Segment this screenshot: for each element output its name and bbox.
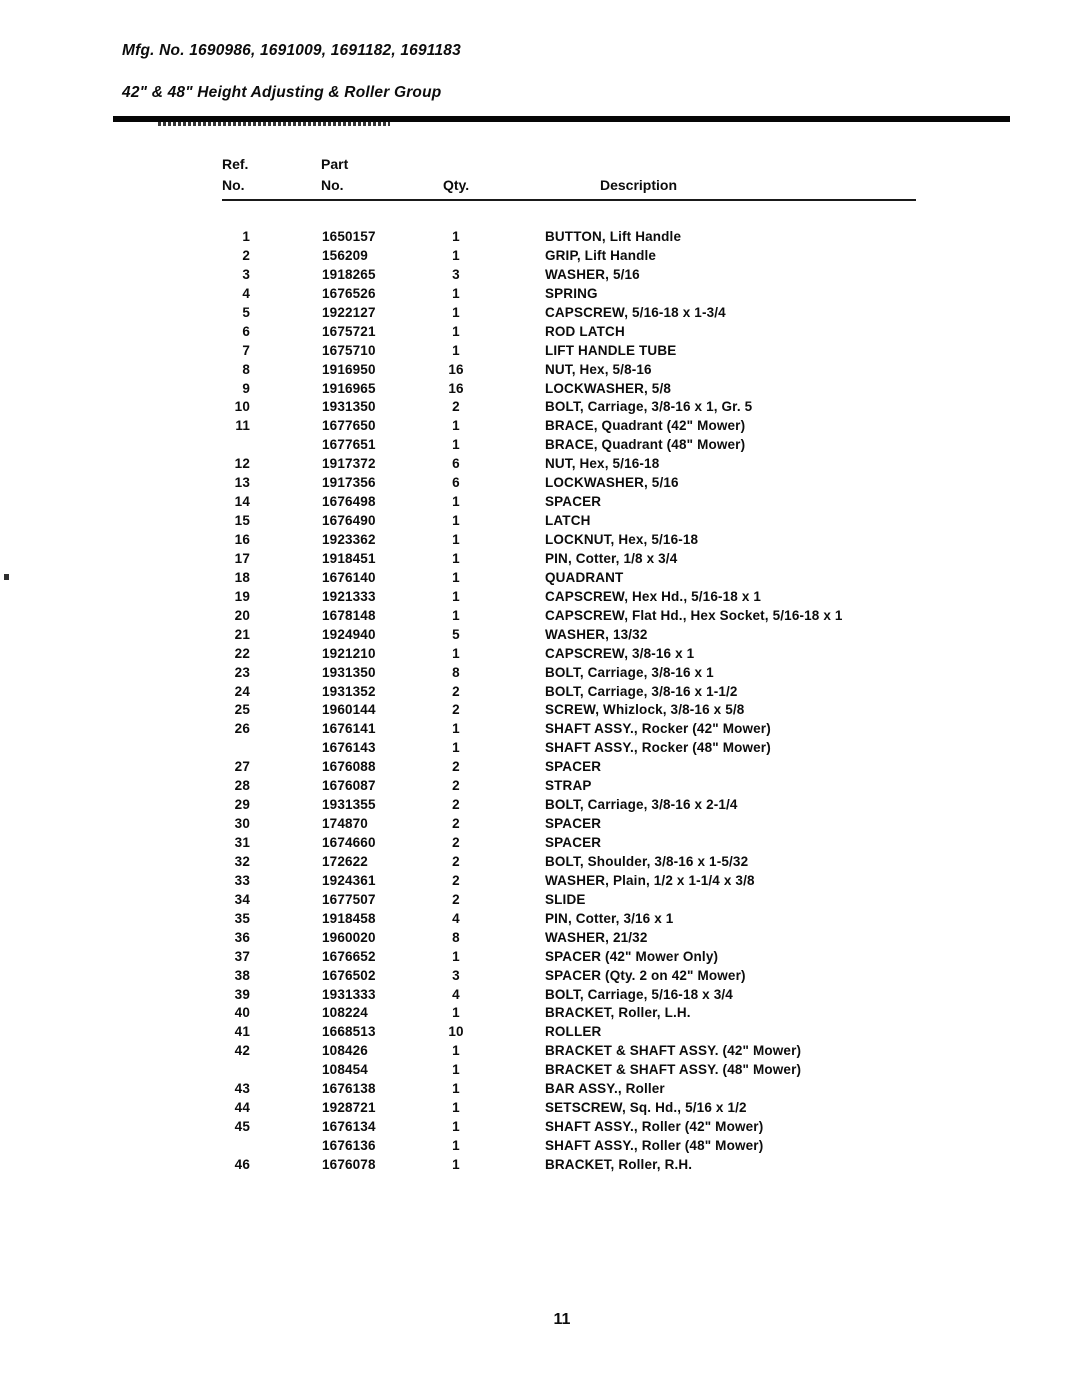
cell-desc: QUADRANT: [545, 569, 624, 585]
cell-part: 174870: [322, 816, 368, 832]
cell-desc: BAR ASSY., Roller: [545, 1081, 665, 1097]
cell-part: 1917372: [322, 456, 376, 472]
cell-qty: 1: [452, 513, 460, 529]
cell-ref: 7: [242, 342, 250, 358]
cell-qty: 1: [452, 948, 460, 964]
cell-part: 1676088: [322, 759, 376, 775]
table-row: [218, 815, 1008, 834]
table-row: [218, 664, 1008, 683]
table-row: [218, 474, 1008, 493]
cell-qty: 2: [452, 797, 460, 813]
cell-desc: BOLT, Carriage, 3/8-16 x 2-1/4: [545, 797, 738, 813]
cell-desc: LOCKWASHER, 5/16: [545, 475, 679, 491]
cell-qty: 1: [452, 342, 460, 358]
cell-ref: 25: [234, 702, 250, 718]
cell-qty: 1: [452, 740, 460, 756]
cell-desc: BOLT, Carriage, 5/16-18 x 3/4: [545, 986, 733, 1002]
cell-qty: 1: [452, 550, 460, 566]
cell-desc: WASHER, Plain, 1/2 x 1-1/4 x 3/8: [545, 872, 755, 888]
table-row: [218, 342, 1008, 361]
table-row: [218, 853, 1008, 872]
cell-part: 1923362: [322, 532, 376, 547]
cell-qty: 2: [452, 399, 460, 415]
cell-part: 1675721: [322, 323, 376, 339]
cell-part: 1676140: [322, 569, 376, 585]
cell-ref: [218, 739, 250, 758]
cell-qty: 2: [452, 759, 460, 775]
table-row: [218, 967, 1008, 986]
column-header-part-no: [321, 154, 348, 196]
cell-ref: 21: [234, 626, 250, 642]
cell-desc: SLIDE: [545, 891, 586, 907]
cell-qty: 16: [448, 361, 464, 377]
cell-desc: SHAFT ASSY., Roller (42" Mower): [545, 1119, 764, 1135]
table-row: [218, 436, 1008, 455]
parts-table-body: [218, 228, 1008, 1175]
table-row: [218, 891, 1008, 910]
cell-ref: 26: [234, 721, 250, 737]
table-row: [218, 588, 1008, 607]
cell-desc: SPACER (Qty. 2 on 42" Mower): [545, 967, 746, 983]
cell-desc: SPRING: [545, 285, 598, 301]
cell-desc: STRAP: [545, 778, 592, 794]
cell-ref: 8: [242, 361, 250, 377]
cell-part: 1918458: [322, 910, 376, 926]
cell-desc: WASHER, 5/16: [545, 266, 640, 282]
cell-desc: BRACKET, Roller, R.H.: [545, 1156, 693, 1172]
cell-part: 156209: [322, 247, 368, 263]
cell-qty: 1: [452, 1043, 460, 1059]
cell-ref: 20: [234, 607, 250, 623]
cell-ref: 46: [234, 1156, 250, 1172]
cell-part: 108454: [322, 1062, 368, 1078]
cell-part: 1677651: [322, 437, 376, 453]
cell-qty: 1: [452, 285, 460, 301]
cell-desc: SPACER: [545, 816, 602, 832]
table-row: [218, 323, 1008, 342]
cell-part: 172622: [322, 853, 368, 869]
cell-qty: 2: [452, 816, 460, 832]
table-row: [218, 834, 1008, 853]
cell-part: 1921210: [322, 645, 376, 661]
cell-part: 1931355: [322, 797, 376, 813]
cell-qty: 1: [452, 418, 460, 434]
cell-qty: 8: [452, 664, 460, 680]
table-row: [218, 720, 1008, 739]
cell-part: 1960020: [322, 929, 376, 945]
cell-desc: BRACE, Quadrant (48" Mower): [545, 437, 746, 453]
column-header-ref-line1: Ref.: [222, 156, 249, 172]
cell-desc: LOCKNUT, Hex, 5/16-18: [545, 532, 699, 547]
table-row: [218, 1080, 1008, 1099]
cell-ref: 28: [234, 778, 250, 794]
cell-part: 1676078: [322, 1156, 376, 1172]
cell-desc: PIN, Cotter, 3/16 x 1: [545, 910, 674, 926]
table-row: [218, 872, 1008, 891]
cell-desc: SPACER: [545, 759, 602, 775]
cell-desc: BOLT, Shoulder, 3/8-16 x 1-5/32: [545, 853, 749, 869]
table-row: [218, 1156, 1008, 1175]
cell-qty: 1: [452, 645, 460, 661]
cell-qty: 1: [452, 247, 460, 263]
table-row: [218, 1023, 1008, 1042]
cell-part: 1916950: [322, 361, 376, 377]
cell-ref: 6: [242, 323, 250, 339]
cell-qty: 16: [448, 380, 464, 396]
cell-part: 1676138: [322, 1081, 376, 1097]
cell-qty: 1: [452, 229, 460, 244]
table-row: [218, 1004, 1008, 1023]
cell-part: 1931350: [322, 664, 376, 680]
cell-desc: BRACKET & SHAFT ASSY. (42" Mower): [545, 1043, 802, 1059]
cell-part: 1674660: [322, 835, 376, 850]
cell-part: 1924940: [322, 626, 376, 642]
table-row: [218, 929, 1008, 948]
cell-part: 1677507: [322, 891, 376, 907]
cell-desc: BRACE, Quadrant (42" Mower): [545, 418, 746, 434]
cell-qty: 3: [452, 266, 460, 282]
cell-desc: PIN, Cotter, 1/8 x 3/4: [545, 550, 678, 566]
cell-part: 1918451: [322, 550, 376, 566]
scan-artifact-streak: [158, 122, 390, 126]
table-row: [218, 777, 1008, 796]
cell-qty: 1: [452, 569, 460, 585]
cell-qty: 1: [452, 1156, 460, 1172]
cell-qty: 1: [452, 532, 460, 547]
table-row: [218, 701, 1008, 720]
cell-desc: CAPSCREW, 3/8-16 x 1: [545, 645, 695, 661]
cell-desc: WASHER, 21/32: [545, 929, 648, 945]
cell-ref: 24: [234, 683, 250, 699]
table-row: [218, 986, 1008, 1005]
cell-desc: CAPSCREW, Hex Hd., 5/16-18 x 1: [545, 588, 762, 604]
cell-qty: 8: [452, 929, 460, 945]
table-row: [218, 531, 1008, 550]
cell-ref: 1: [242, 229, 250, 244]
cell-desc: BOLT, Carriage, 3/8-16 x 1, Gr. 5: [545, 399, 753, 415]
cell-desc: BUTTON, Lift Handle: [545, 229, 682, 244]
cell-part: 1931350: [322, 399, 376, 415]
table-row: [218, 1099, 1008, 1118]
cell-part: 1676141: [322, 721, 376, 737]
mfg-number-line: Mfg. No. 1690986, 1691009, 1691182, 1691183: [122, 42, 461, 59]
cell-qty: 1: [452, 1062, 460, 1078]
cell-desc: SETSCREW, Sq. Hd., 5/16 x 1/2: [545, 1100, 747, 1116]
cell-desc: SPACER: [545, 835, 602, 850]
cell-ref: 45: [234, 1119, 250, 1135]
cell-ref: 14: [234, 494, 250, 510]
cell-ref: 29: [234, 797, 250, 813]
cell-qty: 2: [452, 835, 460, 850]
cell-qty: 10: [448, 1024, 464, 1040]
cell-qty: 2: [452, 853, 460, 869]
cell-part: 1931333: [322, 986, 376, 1002]
cell-part: 1678148: [322, 607, 376, 623]
cell-qty: 1: [452, 607, 460, 623]
cell-part: 1676498: [322, 494, 376, 510]
cell-qty: 4: [452, 910, 460, 926]
cell-ref: 4: [242, 285, 250, 301]
cell-ref: 36: [234, 929, 250, 945]
cell-desc: SPACER: [545, 494, 602, 510]
cell-qty: 1: [452, 721, 460, 737]
table-row: [218, 1118, 1008, 1137]
table-row: [218, 380, 1008, 399]
cell-ref: [218, 436, 250, 455]
cell-qty: 4: [452, 986, 460, 1002]
column-header-ref-no: [222, 154, 248, 196]
column-header-part-line2: No.: [321, 177, 344, 193]
cell-ref: 9: [242, 380, 250, 396]
cell-part: 1916965: [322, 380, 376, 396]
cell-part: 1922127: [322, 304, 376, 320]
table-row: [218, 626, 1008, 645]
cell-qty: 1: [452, 304, 460, 320]
cell-desc: SHAFT ASSY., Roller (48" Mower): [545, 1138, 764, 1153]
cell-ref: 38: [234, 967, 250, 983]
table-row: [218, 247, 1008, 266]
cell-part: 1960144: [322, 702, 376, 718]
table-row: [218, 758, 1008, 777]
scan-speck: [4, 574, 9, 580]
cell-qty: 6: [452, 475, 460, 491]
cell-part: 1676526: [322, 285, 376, 301]
cell-desc: ROLLER: [545, 1024, 602, 1040]
cell-qty: 2: [452, 891, 460, 907]
cell-ref: 13: [234, 475, 250, 491]
cell-part: 1677650: [322, 418, 376, 434]
table-row: [218, 1042, 1008, 1061]
cell-part: 1921333: [322, 588, 376, 604]
cell-qty: 1: [452, 588, 460, 604]
table-row: [218, 493, 1008, 512]
cell-ref: 15: [234, 513, 250, 529]
cell-ref: 41: [234, 1024, 250, 1040]
cell-part: 1676136: [322, 1138, 376, 1153]
cell-ref: 39: [234, 986, 250, 1002]
table-row: [218, 607, 1008, 626]
column-header-qty: Qty.: [443, 177, 470, 193]
cell-qty: 2: [452, 778, 460, 794]
cell-ref: 19: [234, 588, 250, 604]
cell-desc: GRIP, Lift Handle: [545, 247, 657, 263]
table-row: [218, 398, 1008, 417]
page-title: 42" & 48" Height Adjusting & Roller Group: [122, 84, 442, 101]
cell-qty: 1: [452, 1005, 460, 1021]
cell-qty: 1: [452, 494, 460, 510]
cell-desc: SCREW, Whizlock, 3/8-16 x 5/8: [545, 702, 745, 718]
cell-part: 1931352: [322, 683, 376, 699]
table-row: [218, 455, 1008, 474]
cell-ref: 18: [234, 569, 250, 585]
cell-desc: NUT, Hex, 5/8-16: [545, 361, 652, 377]
cell-ref: 32: [234, 853, 250, 869]
table-row: [218, 228, 1008, 247]
cell-ref: 16: [234, 532, 250, 547]
table-row: [218, 569, 1008, 588]
cell-qty: 1: [452, 323, 460, 339]
cell-desc: CAPSCREW, 5/16-18 x 1-3/4: [545, 304, 726, 320]
cell-ref: 37: [234, 948, 250, 964]
cell-desc: BOLT, Carriage, 3/8-16 x 1-1/2: [545, 683, 738, 699]
cell-part: 108224: [322, 1005, 368, 1021]
cell-ref: [218, 1137, 250, 1156]
cell-part: 1676490: [322, 513, 376, 529]
cell-qty: 1: [452, 437, 460, 453]
cell-part: 1668513: [322, 1024, 376, 1040]
cell-qty: 6: [452, 456, 460, 472]
column-header-ref-line2: No.: [222, 177, 245, 193]
cell-qty: 1: [452, 1081, 460, 1097]
cell-part: 1928721: [322, 1100, 376, 1116]
cell-desc: SHAFT ASSY., Rocker (48" Mower): [545, 740, 771, 756]
cell-ref: 2: [242, 247, 250, 263]
column-header-description: Description: [600, 177, 678, 193]
table-row: [218, 683, 1008, 702]
cell-ref: 11: [235, 418, 250, 434]
cell-desc: LOCKWASHER, 5/8: [545, 380, 672, 396]
cell-part: 1676134: [322, 1119, 376, 1135]
cell-ref: 30: [234, 816, 250, 832]
table-row: [218, 948, 1008, 967]
table-row: [218, 304, 1008, 323]
cell-desc: BRACKET & SHAFT ASSY. (48" Mower): [545, 1062, 802, 1078]
cell-part: 1676143: [322, 740, 376, 756]
cell-desc: LATCH: [545, 513, 591, 529]
cell-ref: 5: [242, 304, 250, 320]
table-row: [218, 550, 1008, 569]
cell-ref: 43: [234, 1081, 250, 1097]
cell-qty: 1: [452, 1119, 460, 1135]
cell-ref: 42: [234, 1043, 250, 1059]
cell-desc: BOLT, Carriage, 3/8-16 x 1: [545, 664, 714, 680]
cell-part: 1675710: [322, 342, 376, 358]
table-row: [218, 417, 1008, 436]
cell-part: 108426: [322, 1043, 368, 1059]
cell-ref: 35: [234, 910, 250, 926]
cell-desc: SHAFT ASSY., Rocker (42" Mower): [545, 721, 771, 737]
column-header-part-line1: Part: [321, 156, 349, 172]
cell-ref: 10: [234, 399, 250, 415]
cell-desc: LIFT HANDLE TUBE: [545, 342, 677, 358]
table-row: [218, 266, 1008, 285]
cell-ref: [218, 1061, 250, 1080]
cell-qty: 1: [452, 1100, 460, 1116]
cell-ref: 44: [234, 1100, 250, 1116]
cell-ref: 12: [234, 456, 250, 472]
table-row: [218, 1061, 1008, 1080]
cell-part: 1676652: [322, 948, 376, 964]
cell-ref: 23: [234, 664, 250, 680]
header-rule: [222, 199, 916, 201]
cell-ref: 34: [234, 891, 250, 907]
cell-ref: 33: [234, 872, 250, 888]
cell-desc: CAPSCREW, Flat Hd., Hex Socket, 5/16-18 x 1: [545, 607, 843, 623]
cell-ref: 31: [234, 835, 250, 850]
cell-desc: ROD LATCH: [545, 323, 625, 339]
cell-part: 1650157: [322, 229, 376, 244]
cell-qty: 5: [452, 626, 460, 642]
cell-qty: 1: [452, 1138, 460, 1153]
table-row: [218, 796, 1008, 815]
cell-ref: 27: [234, 759, 250, 775]
cell-part: 1917356: [322, 475, 376, 491]
cell-desc: NUT, Hex, 5/16-18: [545, 456, 660, 472]
cell-part: 1676087: [322, 778, 376, 794]
cell-qty: 2: [452, 683, 460, 699]
cell-ref: 17: [234, 550, 250, 566]
cell-desc: BRACKET, Roller, L.H.: [545, 1005, 691, 1021]
cell-part: 1918265: [322, 266, 376, 282]
cell-ref: 40: [234, 1005, 250, 1021]
table-row: [218, 285, 1008, 304]
cell-qty: 2: [452, 702, 460, 718]
table-row: [218, 361, 1008, 380]
cell-part: 1924361: [322, 872, 376, 888]
table-row: [218, 739, 1008, 758]
table-row: [218, 910, 1008, 929]
cell-ref: 3: [242, 266, 250, 282]
cell-qty: 2: [452, 872, 460, 888]
cell-desc: WASHER, 13/32: [545, 626, 648, 642]
table-row: [218, 512, 1008, 531]
cell-desc: SPACER (42" Mower Only): [545, 948, 719, 964]
page-number: 11: [553, 1311, 571, 1328]
cell-part: 1676502: [322, 967, 376, 983]
cell-qty: 3: [452, 967, 460, 983]
cell-ref: 22: [234, 645, 250, 661]
table-row: [218, 645, 1008, 664]
table-row: [218, 1137, 1008, 1156]
